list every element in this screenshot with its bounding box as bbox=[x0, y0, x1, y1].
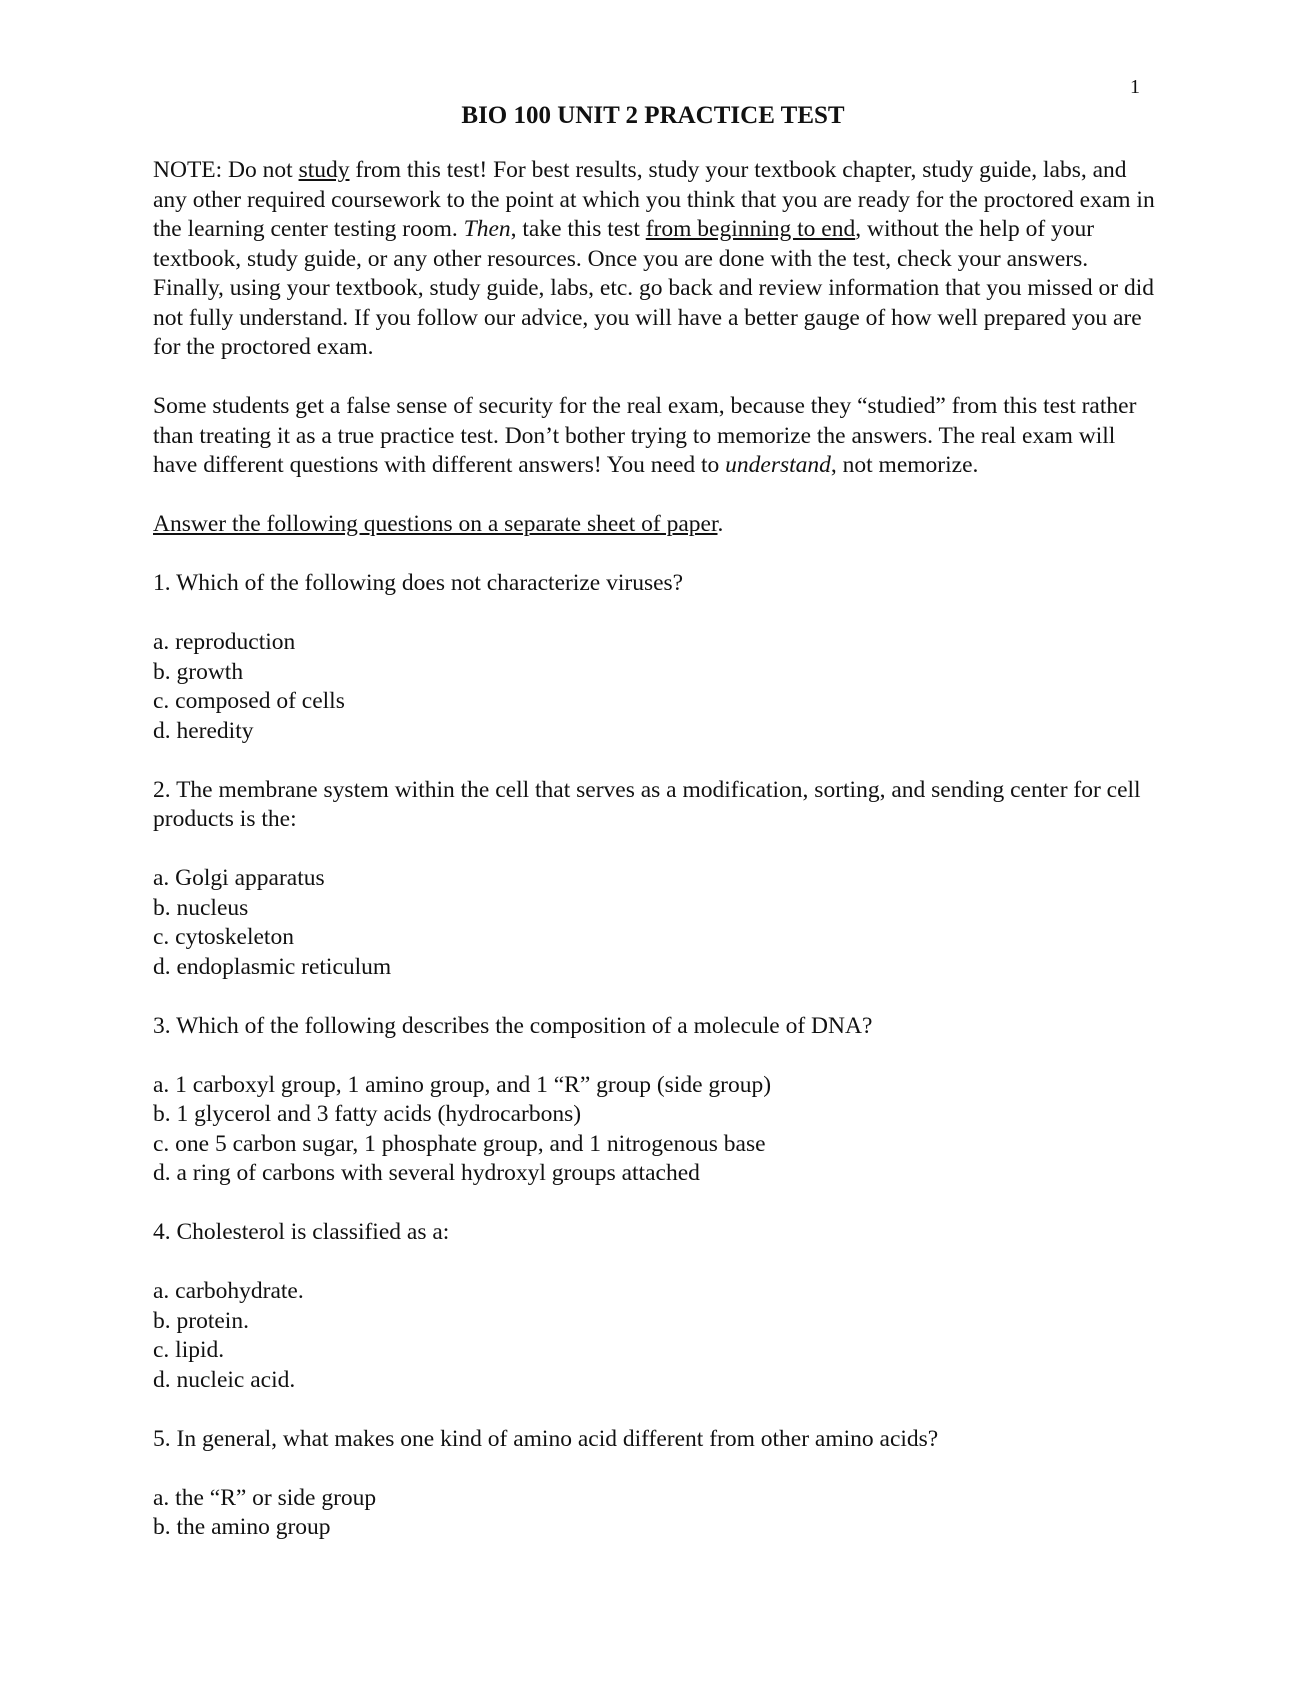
answer-option: a. 1 carboxyl group, 1 amino group, and 1 “R” group (side group) bbox=[153, 1071, 772, 1098]
instruction-paragraph bbox=[153, 510, 1163, 540]
note-underlined-beginning-to-end: from beginning to end bbox=[645, 216, 856, 242]
answer-option: c. composed of cells bbox=[153, 688, 345, 714]
answer-options bbox=[153, 864, 1163, 982]
answer-options bbox=[153, 1071, 1163, 1189]
answer-option: b. the amino group bbox=[153, 1514, 331, 1540]
question-block-2 bbox=[153, 776, 1163, 983]
answer-option: a. reproduction bbox=[153, 629, 296, 655]
warning-paragraph bbox=[153, 392, 1163, 481]
question-block-3 bbox=[153, 1012, 1163, 1189]
answer-option: b. growth bbox=[153, 658, 244, 685]
question-text: 2. The membrane system within the cell that serves as a modification, sorting, and sending center for cell products is the: bbox=[153, 776, 1141, 832]
document-body bbox=[153, 156, 1163, 1572]
page-number: 1 bbox=[1130, 76, 1140, 98]
answer-option: d. heredity bbox=[153, 717, 254, 744]
note-middle-1: from this test! For best results, study your textbook chapter, study guide, labs, and any other required coursework to the point at which you think that you are ready for the proctored exam in the learning center testing room. bbox=[153, 157, 1155, 242]
document-title: BIO 100 UNIT 2 PRACTICE TEST bbox=[461, 102, 845, 129]
answer-option: d. a ring of carbons with several hydroxyl groups attached bbox=[153, 1160, 700, 1186]
answer-option: b. 1 glycerol and 3 fatty acids (hydrocarbons) bbox=[153, 1101, 582, 1127]
answer-option: a. carbohydrate. bbox=[153, 1278, 304, 1304]
warning-suffix: , not memorize. bbox=[830, 452, 979, 478]
note-prefix: NOTE: Do not bbox=[153, 157, 299, 183]
warning-italic-understand: understand bbox=[725, 452, 831, 478]
answer-option: b. protein. bbox=[153, 1307, 249, 1334]
answer-option: d. nucleic acid. bbox=[153, 1366, 296, 1393]
question-block-4 bbox=[153, 1218, 1163, 1395]
question-text: 4. Cholesterol is classified as a: bbox=[153, 1219, 450, 1245]
question-block-1 bbox=[153, 569, 1163, 746]
answer-options bbox=[153, 628, 1163, 746]
question-text: 1. Which of the following does not characterize viruses? bbox=[153, 570, 684, 596]
instruction-suffix: . bbox=[717, 511, 724, 537]
question-block-5 bbox=[153, 1425, 1163, 1543]
note-suffix: , without the help of your textbook, study guide, or any other resources. Once you are done with the test, check your answers. Finally, using your textbook, study guide, labs, etc. go back and review information that you missed or did not fully understand. If you follow our advice, you will have a better gauge of how well prepared you are for the proctored exam. bbox=[153, 216, 1154, 360]
answer-option: a. the “R” or side group bbox=[153, 1484, 377, 1511]
answer-option: c. cytoskeleton bbox=[153, 924, 294, 950]
answer-option: c. one 5 carbon sugar, 1 phosphate group, and 1 nitrogenous base bbox=[153, 1130, 766, 1157]
warning-prefix: Some students get a false sense of security for the real exam, because they “studied” from this test rather than treating it as a true practice test. Don’t bother trying to memorize the answers. The real exam will have different questions with different answers! You need to bbox=[153, 393, 1137, 478]
question-text: 3. Which of the following describes the composition of a molecule of DNA? bbox=[153, 1012, 873, 1039]
question-text: 5. In general, what makes one kind of amino acid different from other amino acids? bbox=[153, 1425, 939, 1452]
note-paragraph bbox=[153, 156, 1163, 363]
instruction-underlined: Answer the following questions on a separate sheet of paper bbox=[153, 511, 718, 537]
answer-option: d. endoplasmic reticulum bbox=[153, 953, 392, 980]
answer-options bbox=[153, 1484, 1163, 1543]
answer-options bbox=[153, 1277, 1163, 1395]
answer-option: a. Golgi apparatus bbox=[153, 865, 325, 891]
answer-option: b. nucleus bbox=[153, 894, 249, 921]
note-underlined-study: study bbox=[298, 157, 350, 183]
note-middle-2: , take this test bbox=[510, 216, 646, 242]
answer-option: c. lipid. bbox=[153, 1337, 225, 1363]
note-italic-then: Then bbox=[463, 216, 511, 242]
